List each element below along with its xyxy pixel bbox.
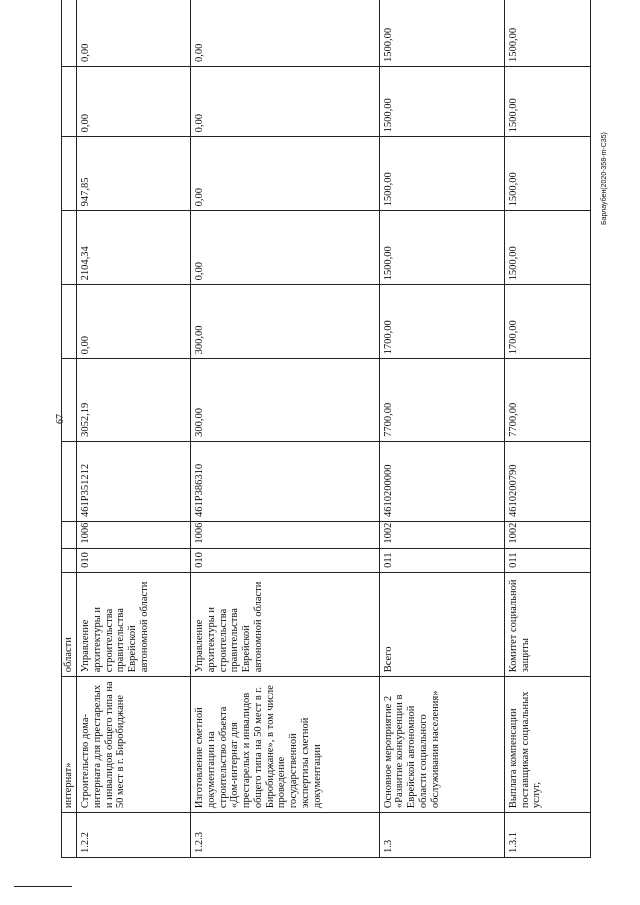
grbs-code: 010 (191, 548, 379, 572)
amount-total: 7700,00 (379, 359, 504, 442)
amount-2024: 1500,00 (504, 0, 590, 67)
amount-2024: 0,00 (191, 0, 379, 67)
table-header-row (62, 0, 77, 858)
grbs-code: 010 (77, 548, 191, 572)
amount-2023: 0,00 (77, 67, 191, 137)
row-number: 1.3.1 (504, 813, 590, 858)
footnote-divider (14, 886, 72, 887)
rzpr-code: 1002 (379, 521, 504, 548)
amount-2022: 947,85 (77, 137, 191, 211)
page-number: 67 (55, 414, 66, 424)
amount-2022: 0,00 (191, 137, 379, 211)
amount-2021: 1500,00 (379, 211, 504, 285)
table-row (379, 0, 504, 858)
measure-name: Основное мероприятие 2 «Развитие конкуренции в Еврейской автономной области социального обслуживания населения» (379, 677, 504, 813)
amount-2023: 1500,00 (379, 67, 504, 137)
amount-2020: 300,00 (191, 285, 379, 359)
budget-table-rotated (61, 0, 591, 858)
amount-2021: 2104,34 (77, 211, 191, 285)
amount-total: 7700,00 (504, 359, 590, 442)
csr-code: 4610200000 (379, 441, 504, 521)
executor: Управление архитектуры и строительства правительства Еврейской автономной области (77, 572, 191, 676)
measure-name: Выплата компенсации поставщикам социальных услуг, (504, 677, 590, 813)
grbs-code: 011 (504, 548, 590, 572)
measure-name: Строительство дома-интерната для престарелых и инвалидов общего типа на 50 мест в г. Биробиджане (77, 677, 191, 813)
table-row (191, 0, 379, 858)
amount-total: 3052,19 (77, 359, 191, 442)
table-row (77, 0, 191, 858)
amount-2020: 1700,00 (504, 285, 590, 359)
csr-code: 461Р351212 (77, 441, 191, 521)
executor: Комитет социальной защиты (504, 572, 590, 676)
document-stamp: Барлаубен(2020-358-m-С35) (601, 132, 608, 225)
budget-table (61, 0, 591, 858)
csr-code: 4610200790 (504, 441, 590, 521)
amount-2024: 1500,00 (379, 0, 504, 67)
amount-total: 300,00 (191, 359, 379, 442)
row-number: 1.2.3 (191, 813, 379, 858)
row-number: 1.3 (379, 813, 504, 858)
executor: Управление архитектуры и строительства правительства Еврейской автономной области (191, 572, 379, 676)
amount-2023: 1500,00 (504, 67, 590, 137)
amount-2022: 1500,00 (379, 137, 504, 211)
table-row (504, 0, 590, 858)
header-num-cell (62, 813, 77, 858)
grbs-code: 011 (379, 548, 504, 572)
rzpr-code: 1006 (191, 521, 379, 548)
amount-2021: 1500,00 (504, 211, 590, 285)
amount-2022: 1500,00 (504, 137, 590, 211)
rzpr-code: 1002 (504, 521, 590, 548)
measure-name: Изготовление сметной документации на строительство объекта «Дом-интернат для престарелых и инвалидов общего типа на 50 мест в г. Биробиджане», в том числе проведение государственной экспертизы сметной документации (191, 677, 379, 813)
amount-2020: 1700,00 (379, 285, 504, 359)
amount-2021: 0,00 (191, 211, 379, 285)
amount-2024: 0,00 (77, 0, 191, 67)
rzpr-code: 1006 (77, 521, 191, 548)
header-name-cell: интернат» (62, 677, 77, 813)
header-executor-cell: области (62, 572, 77, 676)
amount-2023: 0,00 (191, 67, 379, 137)
row-number: 1.2.2 (77, 813, 191, 858)
amount-2020: 0,00 (77, 285, 191, 359)
csr-code: 461Р386310 (191, 441, 379, 521)
executor: Всего (379, 572, 504, 676)
